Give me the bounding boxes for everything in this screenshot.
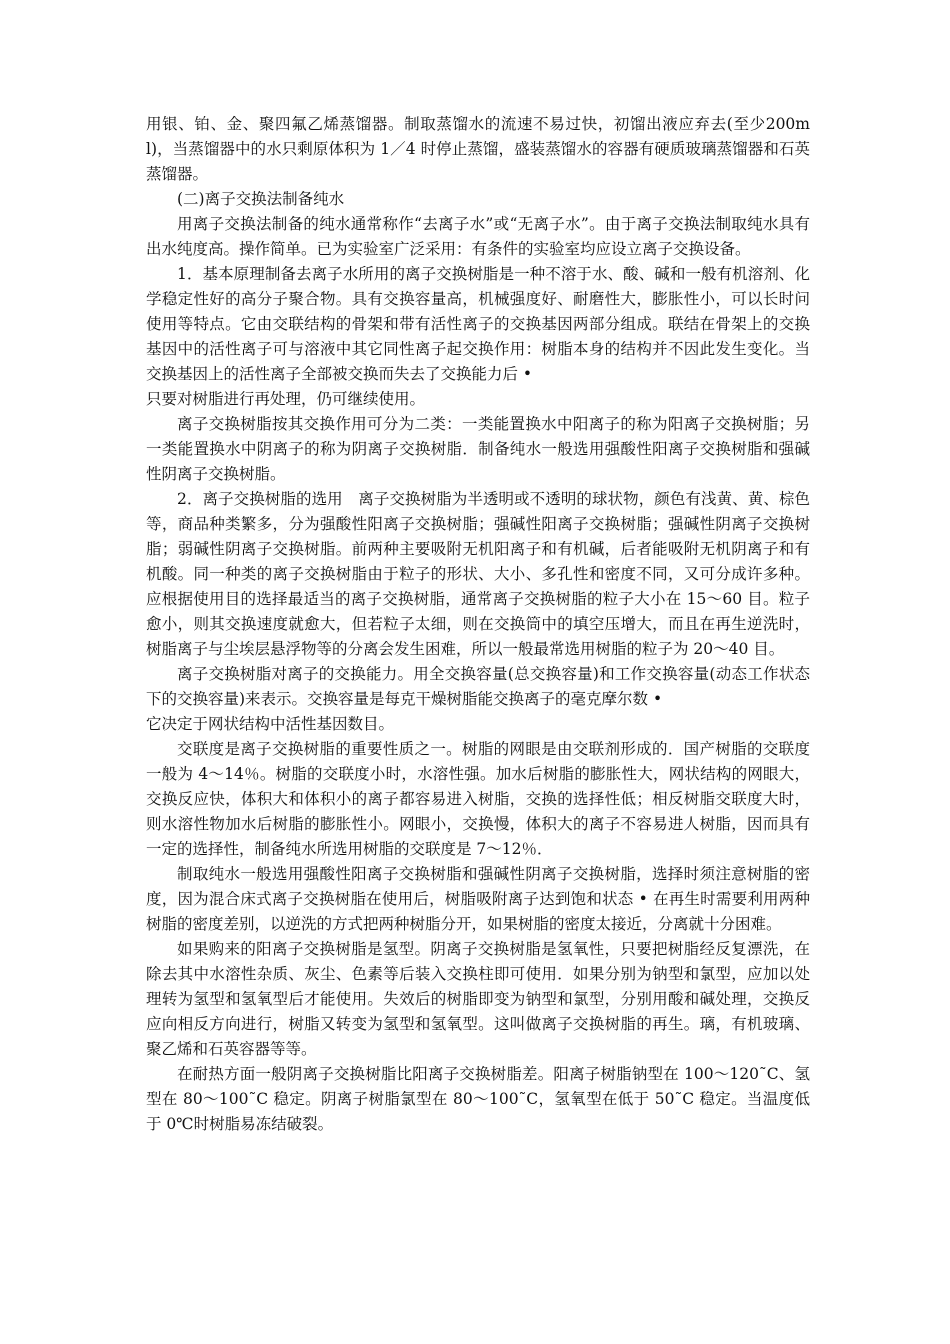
paragraph-10: 交联度是离子交换树脂的重要性质之一。树脂的网眼是由交联剂形成的．国产树脂的交联度一般为 4～14％。树脂的交联度小时，水溶性强。加水后树脂的膨胀性大，网状结构的网眼大，交换反应快，体积大和体积小的离子都容易进入树脂，交换的选择性低；相反树脂交联度大时，则水溶性物加水后树脂的膨胀性小。网眼小，交换慢，体积大的离子不容易进人树脂，因而具有一定的选择性，制备纯水所选用树脂的交联度是 7～12％． <box>146 740 810 858</box>
paragraph-9: 它决定于网状结构中活性基因数目。 <box>146 715 395 733</box>
paragraph-11: 制取纯水一般选用强酸性阳离子交换树脂和强碱性阴离子交换树脂，选择时须注意树脂的密度，因为混合床式离子交换树脂在使用后，树脂吸附离子达到饱和状态 • 在再生时需要利用两种树脂的密度差别，以逆洗的方式把两种树脂分开，如果树脂的密度太接近，分离就十分困难。 <box>146 865 810 933</box>
paragraph-7: 2．离子交换树脂的选用 离子交换树脂为半透明或不透明的球状物，颜色有浅黄、黄、棕色等，商品种类繁多，分为强酸性阳离子交换树脂；强碱性阳离子交换树脂；强碱性阴离子交换树脂；弱碱性阴离子交换树脂。前两种主要吸附无机阳离子和有机碱，后者能吸附无机阴离子和有机酸。同一种类的离子交换树脂由于粒子的形状、大小、多孔性和密度不同，又可分成许多种。应根据使用目的选择最适当的离子交换树脂，通常离子交换树脂的粒子大小在 15～60 目。粒子愈小，则其交换速度就愈大，但若粒子太细，则在交换筒中的填空压增大，而且在再生逆洗时，树脂离子与尘埃层悬浮物等的分离会发生困难，所以一般最常选用树脂的粒子为 20～40 目。 <box>146 490 810 658</box>
paragraph-3: 用离子交换法制备的纯水通常称作“去离子水”或“无离子水”。由于离子交换法制取纯水具有出水纯度高。操作简单。已为实验室广泛采用：有条件的实验室均应设立离子交换设备。 <box>146 215 810 258</box>
paragraph-13: 在耐热方面一般阴离子交换树脂比阳离子交换树脂差。阳离子树脂钠型在 100～120˜C、氢型在 80～100˜C 稳定。阴离子树脂氯型在 80～100˜C，氢氧型在低于 50˜C 稳定。当温度低于 0℃时树脂易冻结破裂。 <box>146 1065 810 1133</box>
paragraph-6: 离子交换树脂按其交换作用可分为二类：一类能置换水中阳离子的称为阳离子交换树脂；另一类能置换水中阴离子的称为阴离子交换树脂．制备纯水一般选用强酸性阳离子交换树脂和强碱性阴离子交换树脂。 <box>146 415 810 483</box>
paragraph-8: 离子交换树脂对离子的交换能力。用全交换容量(总交换容量)和工作交换容量(动态工作状态下的交换容量)来表示。交换容量是每克干燥树脂能交换离子的毫克摩尔数 • <box>146 665 810 708</box>
paragraph-4: 1．基本原理制备去离子水所用的离子交换树脂是一种不溶于水、酸、碱和一般有机溶剂、化学稳定性好的高分子聚合物。具有交换容量高，机械强度好、耐磨性大，膨胀性小，可以长时问使用等特点。它由交联结构的骨架和带有活性离子的交换基因两部分组成。联结在骨架上的交换基因中的活性离子可与溶液中其它同性离子起交换作用：树脂本身的结构并不因此发生变化。当交换基因上的活性离子全部被交换而失去了交换能力后 • <box>146 265 810 383</box>
paragraph-12: 如果购来的阳离子交换树脂是氢型。阴离子交换树脂是氢氧性，只要把树脂经反复漂洗，在除去其中水溶性杂质、灰尘、色素等后装入交换柱即可使用．如果分别为钠型和氯型，应加以处理转为氢型和氢氧型后才能使用。失效后的树脂即变为钠型和氯型，分别用酸和碱处理，交换反应向相反方向进行，树脂又转变为氢型和氢氧型。这叫做离子交换树脂的再生。璃，有机玻璃、聚乙烯和石英容器等等。 <box>146 940 810 1058</box>
paragraph-5: 只要对树脂进行再处理，仍可继续使用。 <box>146 390 426 408</box>
section-heading: (二)离子交换法制备纯水 <box>177 190 345 208</box>
paragraph-1: 用银、铂、金、聚四氟乙烯蒸馏器。制取蒸馏水的流速不易过快，初馏出液应弃去(至少200ml)，当蒸馏器中的水只剩原体积为 1／4 时停止蒸馏，盛装蒸馏水的容器有硬质玻璃蒸馏器和石英蒸馏器。 <box>146 115 810 183</box>
document-page <box>146 112 810 1137</box>
